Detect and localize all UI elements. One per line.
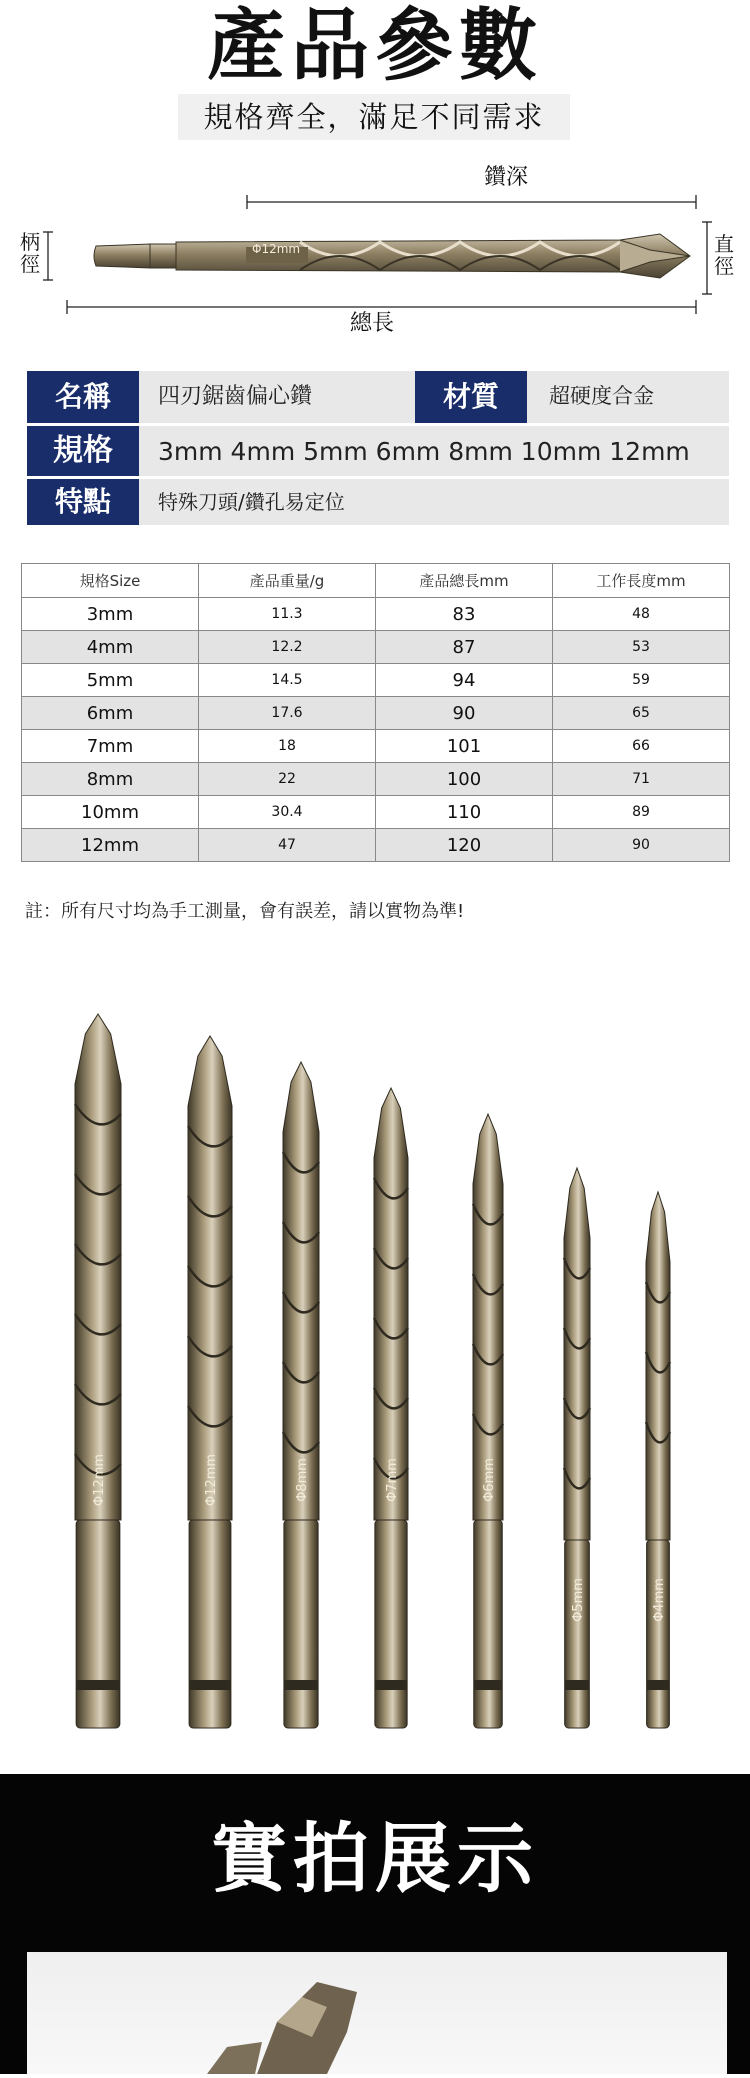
shank-diameter-label: 柄徑 [20,230,40,276]
drill-bit [374,1088,408,1728]
diameter-label: 直徑 [714,232,734,278]
table-row [22,664,730,697]
drill-bits-illustration [0,1000,750,1740]
cell-total-length: 100 [376,763,553,796]
table-row [22,598,730,631]
cell-total-length: 87 [376,631,553,664]
real-photo-preview [27,1952,727,2074]
cell-weight: 18 [199,730,376,763]
bit-size-label: Φ12mm [204,1453,219,1507]
param-row-name [27,371,729,423]
cell-working-length: 90 [553,829,730,862]
table-row [22,829,730,862]
cell-size: 12mm [22,829,199,862]
page-subtitle: 規格齊全，滿足不同需求 [203,100,545,134]
cell-working-length: 65 [553,697,730,730]
spec-key: 規格 [27,426,139,476]
cell-weight: 47 [199,829,376,862]
drill-dimension-diagram [0,180,750,320]
material-key: 材質 [415,371,527,423]
table-row [22,763,730,796]
cell-working-length: 66 [553,730,730,763]
cell-size: 4mm [22,631,199,664]
cell-total-length: 120 [376,829,553,862]
drill-bit [473,1114,503,1728]
drill-bit [564,1168,590,1728]
drill-bit [646,1192,670,1728]
drill-bit [75,1014,121,1728]
feature-value: 特殊刀頭/鑽孔易定位 [158,490,345,514]
section-title: 實拍展示 [211,1814,539,1903]
bit-size-label: Φ4mm [652,1578,667,1622]
name-value: 四刃鋸齒偏心鑽 [158,384,313,409]
spec-value: 3mm 4mm 5mm 6mm 8mm 10mm 12mm [158,437,690,466]
cell-size: 8mm [22,763,199,796]
bit-size-label: Φ6mm [482,1458,497,1502]
cell-working-length: 53 [553,631,730,664]
param-row-feature [27,479,729,525]
cell-weight: 11.3 [199,598,376,631]
cell-total-length: 94 [376,664,553,697]
feature-key: 特點 [27,479,139,525]
shank-diameter-bracket [43,232,53,280]
total-length-label: 總長 [350,311,395,336]
table-row [22,730,730,763]
cell-size: 6mm [22,697,199,730]
cell-total-length: 83 [376,598,553,631]
cell-total-length: 110 [376,796,553,829]
cell-weight: 14.5 [199,664,376,697]
cell-size: 3mm [22,598,199,631]
cell-weight: 17.6 [199,697,376,730]
table-header-row [22,564,730,598]
name-key: 名稱 [27,371,139,423]
page-title: 產品參數 [206,1,543,91]
table-row [22,631,730,664]
spec-table [21,563,730,862]
cell-total-length: 101 [376,730,553,763]
cell-working-length: 89 [553,796,730,829]
drill-bit-illustration [94,234,690,278]
bit-size-label: Φ5mm [571,1578,586,1622]
bit-size-label: Φ7mm [385,1458,400,1502]
cell-weight: 12.2 [199,631,376,664]
material-value: 超硬度合金 [549,384,654,408]
drill-bit [283,1062,319,1728]
cell-size: 7mm [22,730,199,763]
drill-photo-crop [27,1952,727,2074]
cell-weight: 30.4 [199,796,376,829]
header-total-length: 產品總長mm [376,564,553,598]
total-length-dimension [67,300,696,314]
cell-size: 5mm [22,664,199,697]
drill-depth-dimension [247,195,696,209]
diameter-bracket [702,222,712,294]
table-row [22,796,730,829]
cell-weight: 22 [199,763,376,796]
header-size: 規格Size [22,564,199,598]
cell-working-length: 59 [553,664,730,697]
cell-size: 10mm [22,796,199,829]
cell-working-length: 71 [553,763,730,796]
cell-working-length: 48 [553,598,730,631]
header-weight: 產品重量/g [199,564,376,598]
cell-total-length: 90 [376,697,553,730]
table-row [22,697,730,730]
measurement-note: 註：所有尺寸均為手工測量，會有誤差，請以實物為準! [25,901,465,922]
param-row-spec [27,426,729,476]
bit-size-marking: Φ12mm [252,242,301,256]
drill-bit [188,1036,232,1728]
bit-size-label: Φ8mm [295,1458,310,1502]
header-working-length: 工作長度mm [553,564,730,598]
bit-size-label: Φ12mm [92,1453,107,1507]
drill-depth-label: 鑽深 [484,165,529,190]
